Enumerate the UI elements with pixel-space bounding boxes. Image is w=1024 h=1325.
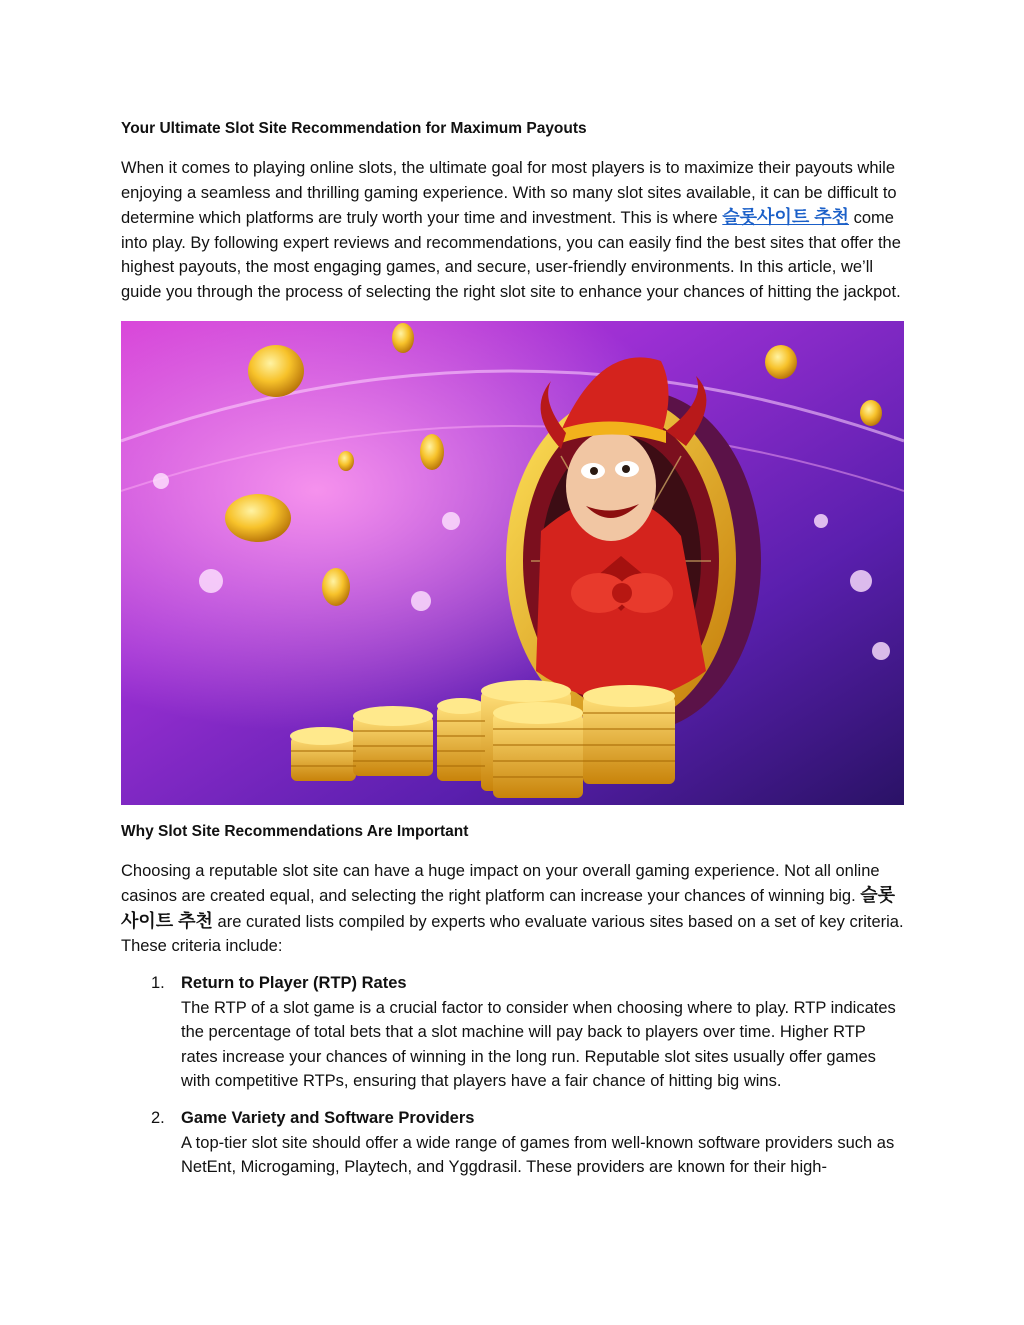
intro-text-before: When it comes to playing online slots, the ultimate goal for most players is to maximize their payouts while enjoying a seamless and thrilling gaming experience. With so many slot sites available, it can be difficult to determine which platforms are truly worth your time and investment. This is where (121, 159, 897, 228)
document-title: Your Ultimate Slot Site Recommendation for Maximum Payouts (121, 120, 587, 137)
why-text-before: Choosing a reputable slot site can have a huge impact on your overall gaming experience. Not all online casinos are created equal, and selecting the right platform can increase your chances of winning big. (121, 861, 880, 906)
why-text-after: are curated lists compiled by experts who evaluate various sites based on a set of key criteria. These criteria include: (121, 912, 904, 956)
criteria-body: A top-tier slot site should offer a wide range of games from well-known software providers such as NetEnt, Microgaming, Playtech, and Yggdrasil. These providers are known for their high- (181, 1133, 895, 1177)
criteria-title: Game Variety and Software Providers (181, 1108, 475, 1127)
section-heading-why: Why Slot Site Recommendations Are Important (121, 822, 469, 840)
criteria-list (121, 971, 905, 1180)
hero-illustration (121, 321, 904, 805)
intro-paragraph (121, 156, 905, 305)
intro-text-after: come into play. By following expert reviews and recommendations, you can easily find the best sites that offer the highest payouts, the most engaging games, and secure, user-friendly environments. In this article, we’ll guide you through the process of selecting the right slot site to enhance your chances of hitting the jackpot. (121, 209, 901, 301)
why-paragraph (121, 859, 905, 959)
criteria-body: The RTP of a slot game is a crucial factor to consider when choosing where to play. RTP indicates the percentage of total bets that a slot machine will pay back to players over time. Higher RTP rates increase your chances of winning in the long run. Reputable slot sites usually offer games with competitive RTPs, ensuring that players have a fair chance of hitting big wins. (181, 998, 896, 1091)
slot-site-recommendation-keyword: 슬롯사이트 추천 (121, 885, 896, 931)
list-item (121, 1106, 905, 1180)
criteria-title: Return to Player (RTP) Rates (181, 973, 407, 992)
list-number: 2. (151, 1108, 165, 1127)
document-page (121, 118, 905, 1192)
list-item (121, 971, 905, 1094)
list-number: 1. (151, 973, 165, 992)
slot-site-recommendation-link[interactable]: 슬롯사이트 추천 (722, 207, 849, 228)
